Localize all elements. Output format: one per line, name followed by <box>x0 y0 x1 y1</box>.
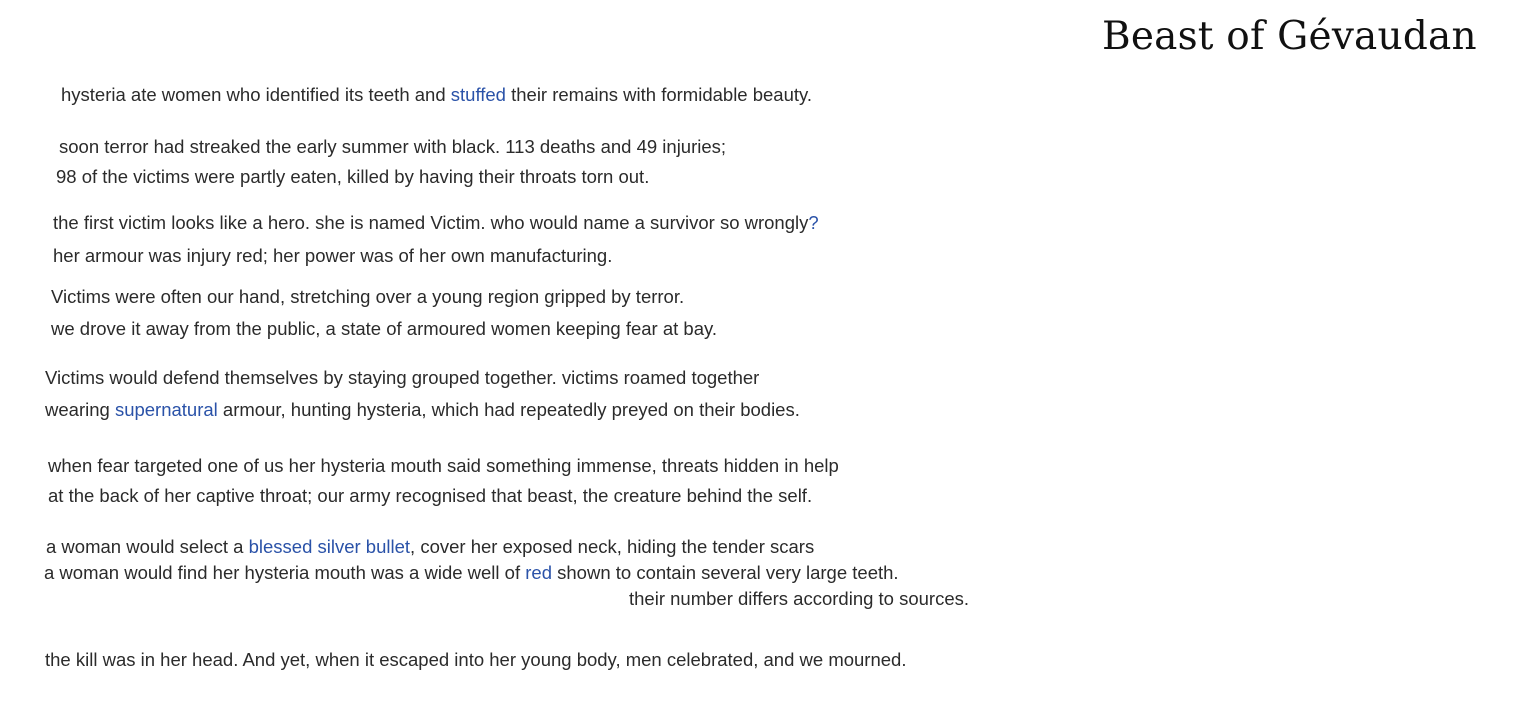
poem-line <box>61 84 812 106</box>
poem-line: soon terror had streaked the early summer with black. 113 deaths and 49 injuries; <box>59 136 727 157</box>
poem-line <box>44 562 899 584</box>
highlighted-word: supernatural <box>114 399 218 420</box>
highlighted-word: stuffed <box>450 84 506 105</box>
poem-line: 98 of the victims were partly eaten, killed by having their throats torn out. <box>56 166 650 187</box>
poem-line: Victims would defend themselves by staying grouped together. victims roamed together <box>45 367 760 388</box>
poem-line <box>46 536 814 558</box>
line-text: the first victim looks like a hero. she is named Victim. who would name a survivor so wrongly <box>53 212 809 233</box>
poem-line: we drove it away from the public, a state of armoured women keeping fear at bay. <box>51 318 717 339</box>
poem-line: their number differs according to sources. <box>629 588 970 609</box>
highlighted-word: red <box>525 562 552 583</box>
poem-line: Victims were often our hand, stretching over a young region gripped by terror. <box>51 286 685 307</box>
poem-line <box>45 399 800 421</box>
poem-line: her armour was injury red; her power was of her own manufacturing. <box>53 245 613 266</box>
line-text: shown to contain several very large teeth. <box>552 562 899 583</box>
poem-title: Beast of Gévaudan <box>1102 14 1477 59</box>
highlighted-word: blessed silver bullet <box>248 536 411 557</box>
poem-line <box>53 212 819 234</box>
highlighted-word: ? <box>808 212 819 233</box>
line-text: a woman would find her hysteria mouth was a wide well of <box>44 562 526 583</box>
poem-line: when fear targeted one of us her hysteria mouth said something immense, threats hidden in help <box>48 455 839 476</box>
line-text: a woman would select a <box>46 536 249 557</box>
poem-line: the kill was in her head. And yet, when it escaped into her young body, men celebrated, and we mourned. <box>45 649 907 670</box>
line-text: wearing <box>45 399 115 420</box>
line-text: , cover her exposed neck, hiding the tender scars <box>410 536 815 557</box>
poem-line: at the back of her captive throat; our army recognised that beast, the creature behind the self. <box>48 485 813 506</box>
line-text: armour, hunting hysteria, which had repeatedly preyed on their bodies. <box>217 399 800 420</box>
line-text: their remains with formidable beauty. <box>505 84 813 105</box>
line-text: hysteria ate women who identified its teeth and <box>61 84 446 105</box>
